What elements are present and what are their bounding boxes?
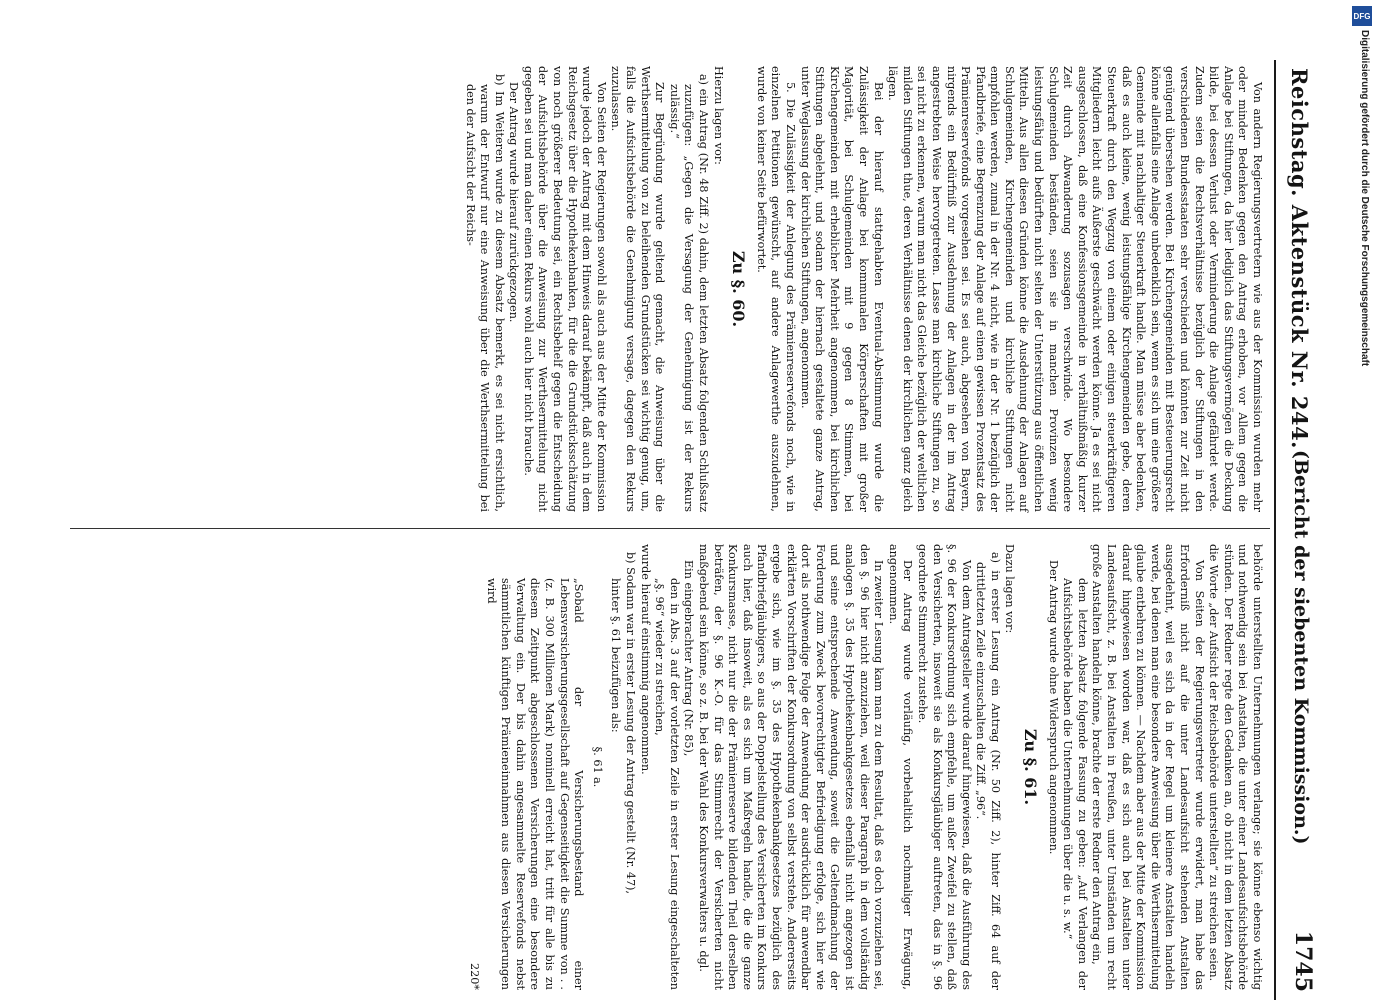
quoted-text: „Sobald der Versicherungsbestand einer Lebensversicherungsgesellschaft auf Gegenseitigkeit die Summe von . . (z. B. 300 Millionen Mark) nominell erreicht hat, tritt für alle bis zu diesem Zeitpunkt abgeschlossenen Versicherungen eine besondere Verwaltung ein. Der bis dahin angesammelte Reservefonds nebst sämmtlichen künftigen Prämieneinnahmen aus diesen Versicherungen wird [484, 578, 586, 990]
dfg-logo: DFG [1352, 6, 1372, 26]
paragraph: Hierzu lagen vor: [711, 66, 725, 165]
section-heading: Zu §. 60. [729, 250, 749, 328]
paragraph: Der Antrag wurde ohne Widerspruch angenommen. [1046, 560, 1060, 855]
paragraph: Von Seiten der Regierungsvertreter wurde erwidert, man habe das Erforderniß nicht auf die unter Landesaufsicht stehenden Anstalten ausgedehnt, weil es sich da in der Regel um kleinere Anstalten handeln werde, bei denen man eine besondere Anweisung über die Werthsermittelung glaube entbehren zu können. — Nachdem aber aus der Mitte der Kommission darauf hingewiesen worden war, daß es sich auch bei Anstalten unter Landesaufsicht, z. B. bei Anstalten in Preußen, unter Umständen um recht große Anstalten handeln könne, brachte der erste Redner den Antrag ein, [1090, 544, 1206, 990]
section-heading: Zu §. 61. [1021, 728, 1041, 806]
paragraph: Der Antrag wurde hierauf zurückgezogen. [507, 82, 521, 323]
paragraph: Ein eingebrachter Antrag (Nr. 85), [682, 560, 696, 757]
paragraph: Von andern Regierungsvertretern wie aus der Kommission wurden mehr oder minder Bedenken gegen den Antrag erhoben, vor Allem gegen die Anlage bei Stiftungen, da hier lediglich das Stiftungsvermögen die Deckung bilde, bei dessen Verlust oder Verminderung die Anlage gefährdet werde. Zudem seien die Rechtsverhältnisse bezüglich der Stiftungen in den verschiedenen Bundesstaaten sehr verschieden und könnten zur Zeit nicht genügend übersehen werden. Bei Kirchengemeinden mit Besteuerungsrecht könne allenfalls eine Anlage unbedenklich sein, wenn es sich um eine größere Gemeinde mit nachhaltiger Steuerkraft handle. Man müsse aber bedenken, daß es auch kleine, wenig leistungsfähige Kirchengemeinden gebe, deren Steuerkraft durch den Wegzug von einem oder einigen steuerkräftigeren Mitgliedern leicht aufs Äußerste geschwächt werden könne. Ja es sei nicht ausgeschlossen, daß eine Konfessionsgemeinde in verhältnißmäßig kurzer Zeit durch Abwanderung sozusagen verschwinde. Wo besondere Schulgemeinden beständen, seien sie in manchen Provinzen wenig leistungsfähig und bedürften nicht selten der Unterstützung aus öffentlichen Mitteln. Aus allen diesen Gründen könne die Ausdehnung der Anlagen auf Schulgemeinden, Kirchengemeinden und kirchliche Stiftungen nicht empfohlen werden, zumal in der Nr. 4 nicht, wie in der Nr. 1 bezüglich der Pfandbriefe, eine Begrenzung der Anlage auf einen gewissen Prozentsatz des Prämienreservefonds vorgesehen sei. Es sei auch, abgesehen von Bayern, nirgends ein Bedürfniß zur Ausdehnung der Anlagen in der im Antrag angestrebten Weise hervorgetreten. Lasse man kirchliche Stiftungen zu, so sei nicht zu erkennen, warum man nicht das Gleiche bezüglich der weltlichen milden Stiftungen thue, deren Verhältnisse denen der kirchlichen ganz gleich lägen. [886, 66, 1264, 512]
paragraph: Bei der hierauf stattgehabten Eventual-Abstimmung wurde die Zulässigkeit der Anlage bei kommunalen Körperschaften mit großer Majorität, bei Schulgemeinden mit 9 gegen 8 Stimmen, bei Kirchengemeinden mit erheblicher Mehrheit angenommen, bei kirchlichen Stiftungen abgelehnt, und sodann der hiernach gestaltete ganze Antrag, unter Weglassung der kirchlichen Stiftungen, angenommen. [798, 66, 885, 512]
paragraph: Der Antrag wurde vorläufig, vorbehaltlich nochmaliger Erwägung, angenommen. [886, 544, 915, 990]
digitization-credit: Digitalisierung gefördert durch die Deutsche Forschungsgemeinschaft [1359, 30, 1370, 367]
paragraph: behörde unterstellten Unternehmungen verlange; sie könne ebenso wichtig und nothwendig sein bei Anstalten, die unter einer Landesaufsichtsbehörde stünden. Der Redner regte den Gedanken an, ob nicht in dem letzten Absatz die Worte „der Aufsicht der Reichsbehörde unterstellten“ zu streichen seien. [1207, 544, 1264, 990]
page-header [1274, 60, 1320, 1000]
list-item-paragraph: a) in erster Lesung ein Antrag (Nr. 50 Ziff. 2), hinter Ziff. 64 auf der drittletzten Zeile einzuschalten die Ziff. „96“. [974, 552, 1002, 990]
paragraph: Zur Begründung wurde geltend gemacht, die Anweisung über die Werthsermittelung von zu beleihenden Grundstücken sei wichtig genug, um, falls die Aufsichtsbehörde die Genehmigung versage, dagegen den Rekurs zuzulassen. [609, 66, 667, 512]
paragraph: 5. Die Zulässigkeit der Anlegung des Prämienreservefonds noch, wie in einzelnen Petitionen gewünscht, auf andere Anlagewerthe auszudehnen, wurde von keiner Seite befürwortet. [754, 66, 797, 512]
page-number: 1745 [1290, 930, 1316, 992]
header-publication: Reichstag. Aktenstück Nr. 244. [1287, 68, 1312, 449]
column-divider [70, 528, 1270, 529]
rotated-document-page [60, 60, 1320, 1000]
list-item-paragraph: a) ein Antrag (Nr. 48 Ziff. 2) dahin, dem letzten Absatz folgenden Schlußsatz zuzufügen: „Gegen die Versagung der Genehmigung ist der Rekurs zulässig.“ [667, 74, 711, 512]
list-item-paragraph: b) Im Weiteren wurde zu diesem Absatz bemerkt, es sei nicht ersichtlich, warum der Entwurf nur eine Anweisung über die Werthsermittelung bei den der Aufsicht der Reichs- [463, 74, 506, 512]
signature-mark: 220* [468, 963, 482, 990]
quoted-text: dem letzten Absatz folgende Fassung zu geben: „Auf Verlangen der Aufsichtsbehörde haben die Unternehmungen über die u. s. w.“ [1061, 578, 1089, 990]
right-text-column [467, 544, 1264, 990]
paragraph: §. 61 a. [590, 746, 604, 788]
paragraph: wurde hierauf einstimmig angenommen. [638, 544, 652, 775]
paragraph: Von Seiten der Regierungen sowohl als auch aus der Mitte der Kommission wurde jedoch der Antrag mit dem Hinweis darauf bekämpft, daß auch in dem Reichsgesetz über die Hypothekenbanken, für die die Grundstücksschätzung von noch größerer Bedeutung sei, ein Rechtsbehelf gegen die Entscheidung der Aufsichtsbehörde über die Anweisung zur Werthsermittelung nicht gegeben sei und man daher einen Rekurs wohl auch hier nicht brauche. [521, 66, 608, 512]
quoted-text: hinter §. 61 beizufügen als: [609, 578, 623, 733]
list-item-paragraph: b) Sodann war in erster Lesung der Antrag gestellt (Nr. 47), [624, 552, 638, 895]
paragraph: Von dem Antragsteller wurde darauf hingewiesen, daß die Ausführung des §. 96 der Konkursordnung sich empfehle, um außer Zweifel zu stellen, daß den Versicherten, insoweit sie als Konkursgläubiger auftreten, das in §. 96 geordnete Stimmrecht zustehe. [915, 544, 973, 990]
paragraph: In zweiter Lesung kam man zu dem Resultat, daß es doch vorzuziehen sei, den §. 96 hier nicht anzuziehen, weil dieser Paragraph in dem vollständig analogen §. 35 des Hypothekenbankgesetzes ebenfalls nicht angezogen ist und seine entsprechende Anwendung, soweit die Geltendmachung der Forderung zum Zweck bevorrechtigter Befriedigung erfolge, sich hier wie dort als nothwendige Folge der Anwendung der ausdrücklich für anwendbar erklärten Vorschriften der Konkursordnung von selbst verstehe. Andererseits ergebe sich, wie im §. 35 des Hypothekenbankgesetzes bezüglich des Pfandbriefgläubigers, so aus der Doppelstellung des Versicherten im Konkurs auch hier, daß insoweit, als es sich um Maßregeln handle, die die ganze Konkursmasse, nicht nur die der Prämienreserve bildenden Theil derselben beträfen, der §. 96 K.-O. für das Stimmrecht der Versicherten nicht maßgebend sein könne, so z. B. bei der Wahl des Konkursverwalters u. dgl. [697, 544, 886, 990]
header-section: (Bericht der siebenten Kommission.) [1290, 450, 1312, 845]
left-text-column [462, 66, 1264, 512]
paragraph: Dazu lagen vor: [1003, 544, 1017, 634]
quoted-text: den in Abs. 3 auf der vorletzten Zeile in erster Lesung eingeschalteten „§. 96“ wieder zu streichen, [653, 578, 681, 990]
